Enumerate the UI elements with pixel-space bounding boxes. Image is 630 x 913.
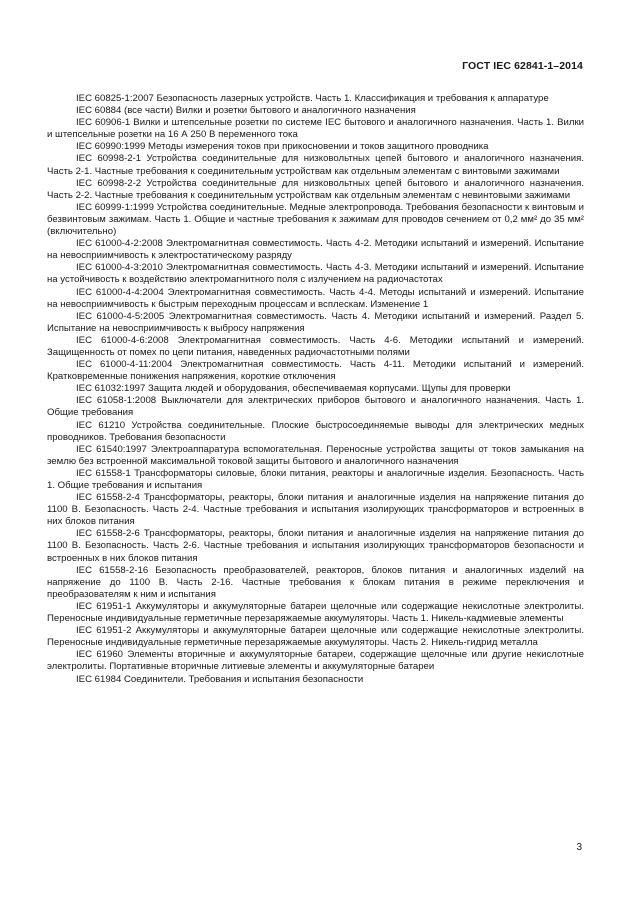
reference-entry: IEC 61558-2-6 Трансформаторы, реакторы, блоки питания и аналогичные изделия на напряжение питания до 1100 В. Безопасность. Часть 2-6. Частные требования и испытания изолирующих трансформаторов безопасности и встроенных в них блоков питания: [47, 528, 584, 564]
reference-entry: IEC 61951-1 Аккумуляторы и аккумуляторные батареи щелочные или содержащие некислотные электролиты. Переносные индивидуальные герметичные перезаряжаемые аккумуляторы. Часть 1. Никель-кадмиевые элементы: [47, 600, 584, 625]
reference-entry: IEC 61058-1:2008 Выключатели для электрических приборов бытового и аналогичного назначения. Часть 1. Общие требования: [47, 395, 584, 419]
normative-references-list: [47, 93, 584, 686]
reference-entry: IEC 60825-1:2007 Безопасность лазерных устройств. Часть 1. Классификация и требования к аппаратуре: [76, 93, 549, 104]
reference-entry: IEC 61960 Элементы вторичные и аккумуляторные батареи, содержащие щелочные или другие некислотные электролиты. Портативные вторичные литиевые элементы и аккумуляторные батареи: [47, 649, 584, 673]
reference-entry: IEC 61000-4-2:2008 Электромагнитная совместимость. Часть 4-2. Методики испытаний и измерений. Испытание на невосприимчивость к электростатическому разряду: [47, 238, 584, 262]
reference-entry: IEC 60884 (все части) Вилки и розетки бытового и аналогичного назначения: [76, 105, 416, 117]
reference-entry: IEC 61000-4-6:2008 Электромагнитная совместимость. Часть 4-6. Методики испытаний и измерений. Защищенность от помех по цепи питания, наведенных радиочастотными полями: [47, 334, 584, 358]
document-code: ГОСТ IEC 62841-1–2014: [462, 60, 583, 72]
reference-entry: IEC 60998-2-2 Устройства соединительные для низковольтных цепей бытового и аналогичного назначения. Часть 2-2. Частные требования к соединительным устройствам как отдельным элементам с невинтовыми зажимами: [47, 177, 584, 201]
reference-entry: IEC 61951-2 Аккумуляторы и аккумуляторные батареи щелочные или содержащие некислотные электролиты. Переносные индивидуальные герметичные перезаряжаемые аккумуляторы. Часть 2. Никель-гидрид металла: [47, 625, 584, 649]
reference-entry: IEC 61000-4-11:2004 Электромагнитная совместимость. Часть 4-11. Методики испытаний и измерений. Кратковременные понижения напряжения, короткие отключения: [47, 359, 584, 383]
page-number: 3: [576, 842, 582, 853]
reference-entry: IEC 60998-2-1 Устройства соединительные для низковольтных цепей бытового и аналогичного назначения. Часть 2-1. Частные требования к соединительным устройствам как отдельным элементам с винтовыми зажимами: [47, 153, 584, 177]
reference-entry: IEC 61558-1 Трансформаторы силовые, блоки питания, реакторы и аналогичные изделия. Безопасность. Часть 1. Общие требования и испытания: [47, 467, 584, 491]
reference-entry: IEC 60999-1:1999 Устройства соединительные. Медные электропровода. Требования безопасности к винтовым и безвинтовым зажимам. Часть 1. Общие и частные требования к зажимам для проводов сечением от 0,2 мм² до 35 мм² (включительно): [47, 201, 584, 238]
reference-entry: IEC 61032:1997 Защита людей и оборудования, обеспечиваемая корпусами. Щупы для проверки: [76, 383, 511, 395]
reference-entry: IEC 61558-2-16 Безопасность преобразователей, реакторов, блоков питания и аналогичных изделий на напряжение до 1100 В. Часть 2-16. Частные требования к блокам питания в режиме переключения и преобразователям к ним и испытания: [47, 564, 584, 600]
reference-entry: IEC 61210 Устройства соединительные. Плоские быстросоединяемые выводы для электрических медных проводников. Требования безопасности: [47, 419, 584, 443]
reference-entry: IEC 61558-2-4 Трансформаторы, реакторы, блоки питания и аналогичные изделия на напряжение питания до 1100 В. Безопасность. Часть 2-4. Частные требования и испытания изолирующих трансформаторов и встроенных в них блоков питания: [47, 492, 584, 528]
reference-entry: IEC 60906-1 Вилки и штепсельные розетки по системе IEC бытового и аналогичного назначения. Часть 1. Вилки и штепсельные розетки на 16 А 250 В переменного тока: [47, 117, 584, 141]
reference-entry: IEC 61984 Соединители. Требования и испытания безопасности: [76, 673, 364, 685]
reference-entry: IEC 61000-4-3:2010 Электромагнитная совместимость. Часть 4-3. Методики испытаний и измерений. Испытание на устойчивость к воздействию электромагнитного поля с излучением на радиочастотах: [47, 262, 584, 286]
reference-entry: IEC 60990:1999 Методы измерения токов при прикосновении и токов защитного проводника: [76, 141, 489, 153]
reference-entry: IEC 61000-4-4:2004 Электромагнитная совместимость. Часть 4-4. Методы испытаний и измерений. Испытание на невосприимчивость к быстрым переходным процессам и всплескам. Изменение 1: [47, 286, 584, 310]
reference-entry: IEC 61540:1997 Электроаппаратура вспомогательная. Переносные устройства защиты от токов замыкания на землю без встроенной максимальной токовой защиты бытового и аналогичного назначения: [47, 443, 584, 467]
reference-entry: IEC 61000-4-5:2005 Электромагнитная совместимость. Часть 4. Методики испытаний и измерений. Раздел 5. Испытание на невосприимчивость к выбросу напряжения: [47, 310, 584, 334]
